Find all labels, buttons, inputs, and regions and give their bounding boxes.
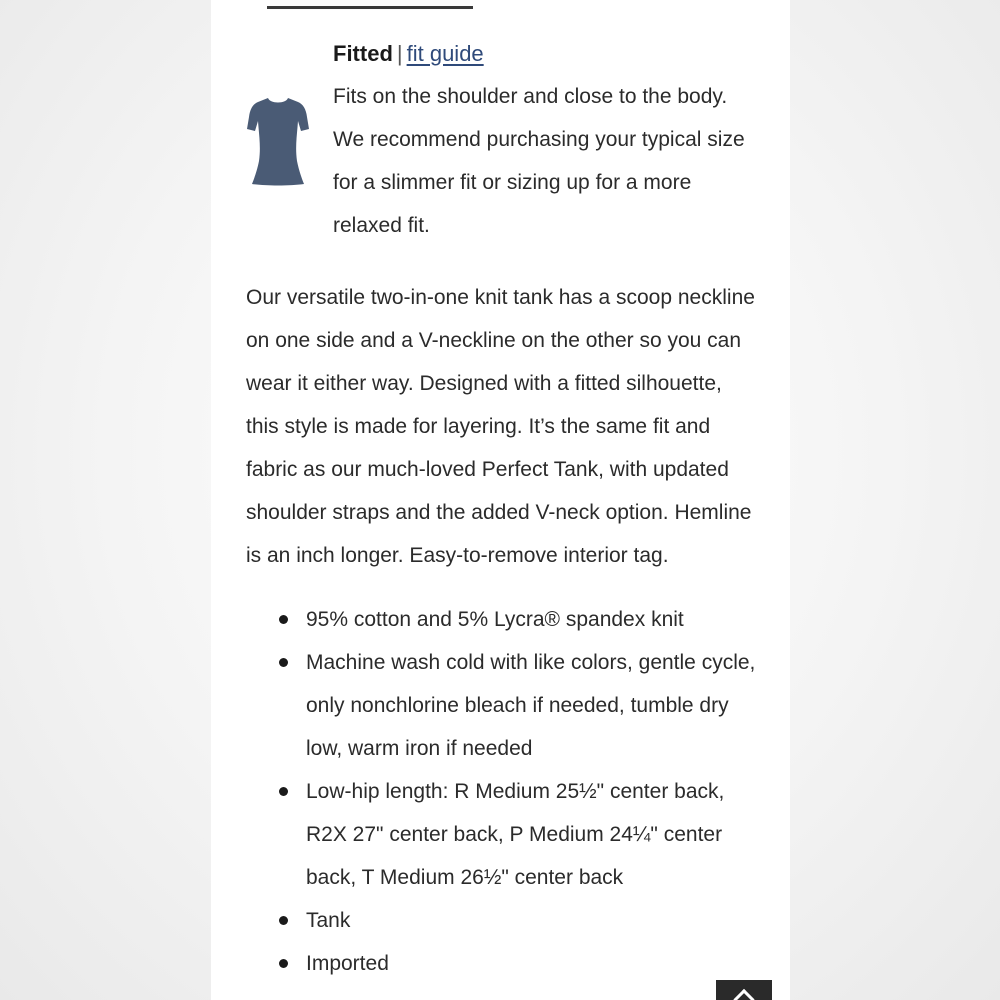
feature-item — [246, 598, 766, 641]
description-line: fabric as our much-loved Perfect Tank, with updated — [246, 458, 729, 481]
bullet-icon — [279, 615, 288, 624]
feature-item — [246, 770, 766, 899]
chevron-up-icon — [733, 989, 754, 1000]
active-tab-indicator — [267, 6, 473, 9]
feature-list — [246, 598, 766, 985]
fit-heading — [333, 32, 763, 75]
feature-line: Machine wash cold with like colors, gentle cycle, — [306, 651, 756, 674]
fit-description-line: We recommend purchasing your typical size — [333, 128, 745, 151]
back-to-top-button[interactable] — [716, 980, 772, 1000]
description-line: wear it either way. Designed with a fitted silhouette, — [246, 372, 722, 395]
description-line: this style is made for layering. It’s the same fit and — [246, 415, 711, 438]
feature-line: Imported — [306, 952, 389, 975]
fit-guide-link[interactable]: fit guide — [406, 41, 484, 66]
feature-line: 95% cotton and 5% Lycra® spandex knit — [306, 608, 684, 631]
bullet-icon — [279, 658, 288, 667]
fit-description-line: for a slimmer fit or sizing up for a more — [333, 171, 692, 194]
fit-description-line: relaxed fit. — [333, 214, 430, 237]
fit-type-label: Fitted — [333, 41, 393, 66]
description-line: is an inch longer. Easy-to-remove interior tag. — [246, 544, 669, 567]
bullet-icon — [279, 959, 288, 968]
feature-line: low, warm iron if needed — [306, 737, 533, 760]
bullet-icon — [279, 787, 288, 796]
feature-item — [246, 641, 766, 770]
product-description — [246, 276, 766, 577]
fitted-tee-icon — [246, 95, 310, 187]
fit-info — [333, 32, 763, 247]
feature-item — [246, 942, 766, 985]
feature-line: Low-hip length: R Medium 25½" center back, — [306, 780, 725, 803]
product-details-panel — [211, 0, 790, 1000]
fit-description — [333, 75, 763, 247]
description-line: Our versatile two-in-one knit tank has a scoop neckline — [246, 286, 755, 309]
feature-line: only nonchlorine bleach if needed, tumble dry — [306, 694, 729, 717]
description-line: shoulder straps and the added V-neck option. Hemline — [246, 501, 752, 524]
feature-line: R2X 27" center back, P Medium 24¼" center — [306, 823, 723, 846]
fit-separator: | — [396, 41, 403, 66]
feature-line: back, T Medium 26½" center back — [306, 866, 624, 889]
feature-item — [246, 899, 766, 942]
fit-description-line: Fits on the shoulder and close to the body. — [333, 85, 728, 108]
bullet-icon — [279, 916, 288, 925]
description-line: on one side and a V-neckline on the other so you can — [246, 329, 742, 352]
feature-line: Tank — [306, 909, 351, 932]
